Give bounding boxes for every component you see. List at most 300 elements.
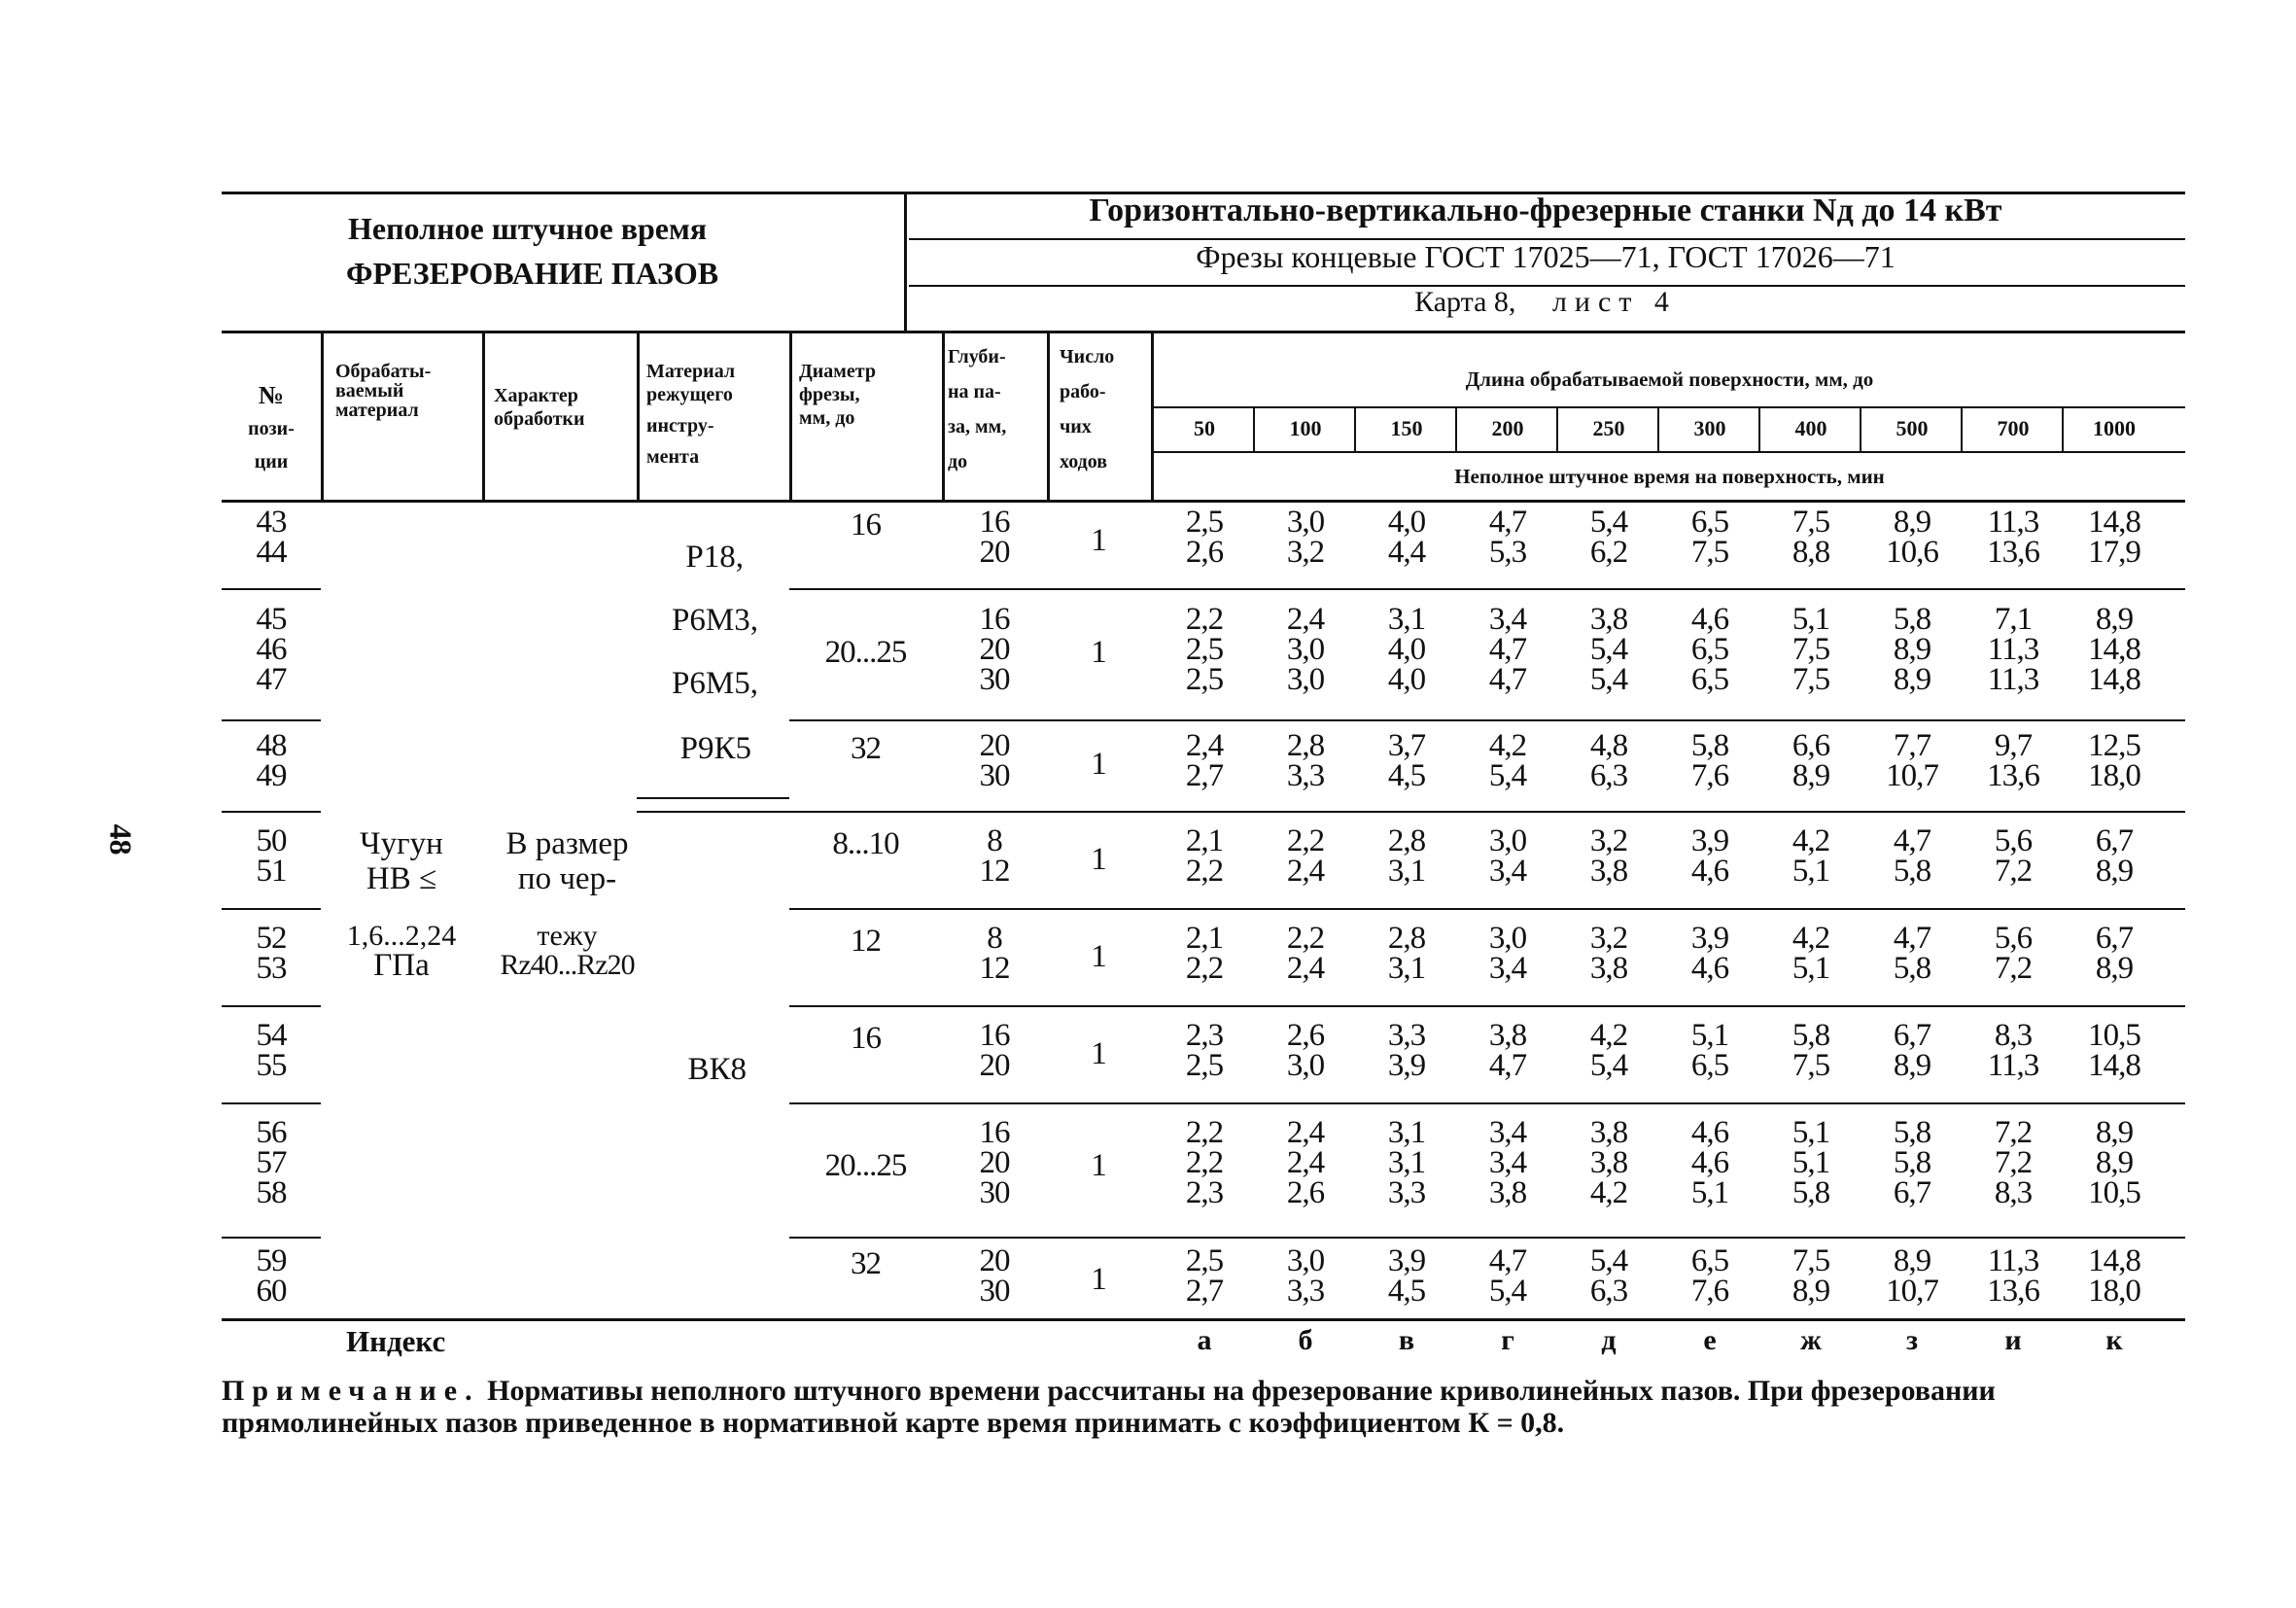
time-value: 7,5	[1792, 662, 1830, 697]
index-letter: в	[1398, 1324, 1415, 1356]
time-value: 2,7	[1185, 1274, 1224, 1309]
time-value: 5,4	[1589, 1243, 1628, 1278]
tool-p6m5: Р6М5,	[672, 666, 758, 701]
time-value: 11,3	[1987, 1243, 2039, 1278]
header-text: №	[258, 381, 285, 409]
time-value: 10,5	[2088, 1175, 2140, 1210]
time-value: 7,2	[1994, 854, 2033, 889]
header-text: рабо-	[1060, 381, 1106, 402]
time-value: 3,1	[1387, 602, 1426, 637]
depth-value: 20	[979, 728, 1010, 763]
depth-value: 30	[979, 662, 1010, 697]
time-value: 13,6	[1987, 535, 2039, 570]
depth-value: 30	[979, 1175, 1010, 1210]
time-value: 3,2	[1286, 535, 1325, 570]
time-value: 2,7	[1185, 758, 1224, 793]
length-sep	[1455, 408, 1457, 451]
row-separator	[789, 719, 2185, 721]
row-separator	[789, 1005, 2185, 1007]
position-separator	[222, 908, 321, 910]
tool-p18: Р18,	[685, 540, 744, 575]
time-value: 5,8	[1792, 1175, 1830, 1210]
time-value: 5,4	[1589, 632, 1628, 667]
time-value: 6,7	[2095, 921, 2134, 956]
time-value: 3,8	[1589, 854, 1628, 889]
header-text: пози-	[248, 418, 295, 439]
time-value: 4,6	[1690, 854, 1729, 889]
header-text: режущего	[646, 384, 733, 405]
time-value: 4,7	[1893, 921, 1931, 956]
time-value: 4,8	[1589, 728, 1628, 763]
processing-label	[482, 826, 652, 980]
time-value: 2,2	[1185, 951, 1224, 986]
time-value: 7,1	[1994, 602, 2033, 637]
time-value: 3,2	[1589, 921, 1628, 956]
position-separator	[222, 588, 321, 590]
position-number: 50	[256, 823, 287, 858]
position-separator	[222, 1237, 321, 1239]
time-value: 5,4	[1589, 505, 1628, 540]
index-letter: и	[2004, 1324, 2022, 1356]
diameter-value: 32	[851, 1246, 881, 1281]
col-tool-material-header	[646, 360, 787, 469]
time-value: 10,6	[1886, 535, 1938, 570]
time-value: 5,8	[1792, 1018, 1830, 1053]
position-separator	[222, 811, 321, 813]
time-value: 5,6	[1994, 823, 2033, 858]
time-value: 9,7	[1994, 728, 2033, 763]
position-number: 45	[256, 602, 287, 637]
position-number: 47	[256, 662, 287, 697]
time-value: 3,3	[1387, 1175, 1426, 1210]
processing-line: тежу	[537, 920, 598, 952]
time-value: 3,9	[1387, 1048, 1426, 1083]
time-value: 5,8	[1893, 951, 1931, 986]
depth-value: 8	[987, 921, 1002, 956]
time-value: 18,0	[2088, 758, 2140, 793]
time-value: 5,4	[1488, 1274, 1527, 1309]
time-value: 2,1	[1185, 823, 1224, 858]
position-separator	[222, 1102, 321, 1104]
length-value: 1000	[2093, 416, 2136, 440]
position-number: 59	[256, 1243, 287, 1278]
time-value: 7,7	[1893, 728, 1931, 763]
time-value: 2,3	[1185, 1018, 1224, 1053]
time-value: 6,6	[1792, 728, 1830, 763]
depth-value: 20	[979, 1048, 1010, 1083]
time-value: 14,8	[2088, 1048, 2140, 1083]
time-value: 2,2	[1185, 1145, 1224, 1180]
header-text: Характер	[494, 385, 578, 406]
time-value: 4,7	[1488, 632, 1527, 667]
col-diameter-header	[799, 360, 940, 430]
position-number: 54	[256, 1018, 287, 1053]
position-number: 52	[256, 921, 287, 956]
time-value: 5,6	[1994, 921, 2033, 956]
time-value: 3,3	[1286, 758, 1325, 793]
time-value: 10,7	[1886, 1274, 1938, 1309]
header-text: до	[948, 451, 968, 472]
col-passes-header	[1060, 345, 1149, 473]
time-value: 8,9	[1792, 758, 1830, 793]
material-line: НВ ≤	[365, 861, 437, 896]
header-text: ции	[254, 451, 289, 472]
time-value: 8,9	[1893, 1243, 1931, 1278]
length-value: 500	[1896, 416, 1929, 440]
depth-value: 20	[979, 632, 1010, 667]
index-letter: к	[2105, 1324, 2123, 1356]
time-value: 6,7	[1893, 1018, 1931, 1053]
time-value: 2,5	[1185, 505, 1224, 540]
time-value: 5,1	[1690, 1175, 1729, 1210]
time-value: 3,1	[1387, 951, 1426, 986]
time-value: 5,1	[1792, 1145, 1830, 1180]
time-value: 14,8	[2088, 505, 2140, 540]
position-number: 53	[256, 951, 287, 986]
time-value: 4,2	[1589, 1175, 1628, 1210]
tools-title: Фрезы концевые ГОСТ 17025—71, ГОСТ 17026—71	[1196, 239, 1896, 274]
index-letter: б	[1298, 1324, 1313, 1356]
position-number: 51	[256, 854, 287, 889]
length-sep	[1758, 408, 1760, 451]
time-value: 8,3	[1994, 1175, 2033, 1210]
depth-value: 20	[979, 1243, 1010, 1278]
time-value: 4,0	[1387, 662, 1426, 697]
time-value: 2,2	[1185, 602, 1224, 637]
time-value: 11,3	[1987, 1048, 2039, 1083]
diameter-value: 16	[851, 1021, 881, 1056]
passes-value: 1	[1091, 938, 1107, 974]
header-text: ваемый	[335, 380, 404, 402]
time-value: 13,6	[1987, 758, 2039, 793]
time-value: 3,3	[1286, 1274, 1325, 1309]
time-value: 2,3	[1185, 1175, 1224, 1210]
time-value: 5,1	[1792, 602, 1830, 637]
header-text: инстру-	[646, 415, 714, 437]
time-value: 2,4	[1286, 951, 1325, 986]
time-value: 5,4	[1589, 1048, 1628, 1083]
machines-title: Горизонтально-вертикально-фрезерные станки Nд до 14 кВт	[1089, 192, 2002, 228]
time-value: 2,2	[1286, 823, 1325, 858]
time-value: 4,4	[1387, 535, 1426, 570]
time-value: 5,1	[1792, 854, 1830, 889]
header-text: Материал	[646, 361, 736, 382]
time-value: 8,3	[1994, 1018, 2033, 1053]
length-value: 200	[1491, 416, 1524, 440]
time-value: 5,8	[1893, 1145, 1931, 1180]
time-value: 11,3	[1987, 505, 2039, 540]
time-value: 4,6	[1690, 602, 1729, 637]
time-value: 4,0	[1387, 632, 1426, 667]
header-text: обработки	[494, 408, 585, 430]
time-value: 17,9	[2088, 535, 2140, 570]
tool-vk8: ВК8	[687, 1052, 747, 1087]
time-value: 2,8	[1387, 921, 1426, 956]
header-text: Диаметр	[799, 361, 876, 382]
index-letter: е	[1703, 1324, 1717, 1356]
time-value: 4,6	[1690, 1145, 1729, 1180]
time-value: 13,6	[1987, 1274, 2039, 1309]
depth-value: 30	[979, 758, 1010, 793]
header-text: Число	[1060, 346, 1115, 367]
time-value: 2,4	[1286, 854, 1325, 889]
diameter-value: 8...10	[832, 826, 899, 861]
time-value: 11,3	[1987, 662, 2039, 697]
position-number: 57	[256, 1145, 287, 1180]
position-number: 58	[256, 1175, 287, 1210]
time-value: 3,0	[1488, 823, 1527, 858]
time-value: 4,7	[1488, 505, 1527, 540]
time-value: 3,1	[1387, 1115, 1426, 1150]
note	[222, 1375, 2185, 1439]
material-label	[321, 826, 482, 983]
position-number: 46	[256, 632, 287, 667]
time-value: 7,5	[1792, 632, 1830, 667]
material-line: Чугун	[360, 826, 443, 861]
time-value: 6,3	[1589, 1274, 1628, 1309]
time-value: 4,2	[1792, 823, 1830, 858]
time-value: 5,3	[1488, 535, 1527, 570]
length-sep	[1961, 408, 1963, 451]
time-value: 5,1	[1792, 1115, 1830, 1150]
header-text: за, мм,	[948, 416, 1007, 437]
time-value: 6,5	[1690, 632, 1729, 667]
time-value: 6,5	[1690, 1243, 1729, 1278]
row-separator	[789, 588, 2185, 590]
time-value: 18,0	[2088, 1274, 2140, 1309]
time-value: 3,0	[1286, 1048, 1325, 1083]
index-letter: г	[1501, 1324, 1514, 1356]
time-value: 4,6	[1690, 951, 1729, 986]
time-value: 2,4	[1286, 602, 1325, 637]
time-value: 3,8	[1488, 1175, 1527, 1210]
time-value: 14,8	[2088, 1243, 2140, 1278]
index-letter: з	[1905, 1324, 1919, 1356]
time-value: 2,2	[1185, 1115, 1224, 1150]
passes-value: 1	[1091, 1035, 1107, 1071]
header-text: на па-	[948, 381, 1001, 402]
position-number: 44	[256, 535, 287, 570]
processing-line: Rz40...Rz20	[500, 949, 635, 981]
time-value: 2,5	[1185, 1048, 1224, 1083]
time-value: 8,9	[1893, 662, 1931, 697]
time-value: 8,9	[1893, 1048, 1931, 1083]
depth-value: 16	[979, 602, 1010, 637]
processing-line: по чер-	[517, 861, 617, 896]
length-value: 100	[1289, 416, 1322, 440]
time-value: 3,1	[1387, 1145, 1426, 1180]
depth-value: 20	[979, 1145, 1010, 1180]
note-text: Нормативы неполного штучного времени рассчитаны на фрезерование криволинейных пазов. При фрезеровании прямолинейных пазов приведенное в нормативной карте время принимать с коэффициентом К = 0,8.	[222, 1375, 1996, 1439]
tool-divider	[637, 797, 789, 799]
length-sep	[1556, 408, 1558, 451]
time-value: 2,8	[1387, 823, 1426, 858]
time-value: 4,7	[1488, 1243, 1527, 1278]
header-text: мм, до	[799, 407, 855, 429]
time-value: 2,4	[1185, 728, 1224, 763]
header-top-rule	[222, 331, 2185, 333]
time-value: 7,5	[1792, 505, 1830, 540]
length-sep	[1253, 408, 1255, 451]
index-letter: д	[1601, 1324, 1617, 1356]
time-value: 4,2	[1792, 921, 1830, 956]
time-value: 4,6	[1690, 1115, 1729, 1150]
time-value: 3,3	[1387, 1018, 1426, 1053]
time-value: 2,8	[1286, 728, 1325, 763]
length-value: 700	[1997, 416, 2030, 440]
material-line: 1,6...2,24	[346, 920, 457, 952]
header-text: Обрабаты-	[335, 361, 432, 382]
length-sep	[1657, 408, 1659, 451]
header-text: Глуби-	[948, 346, 1006, 367]
time-value: 2,5	[1185, 1243, 1224, 1278]
time-value: 2,6	[1286, 1018, 1325, 1053]
time-value: 7,2	[1994, 1115, 2033, 1150]
header-bottom-rule	[222, 500, 2185, 503]
time-value: 4,2	[1488, 728, 1527, 763]
card-number: Карта 8,	[1414, 286, 1516, 318]
row-separator	[789, 908, 2185, 910]
position-number: 60	[256, 1274, 287, 1309]
left-title-line2: ФРЕЗЕРОВАНИЕ ПАЗОВ	[346, 256, 719, 291]
time-value: 4,5	[1387, 1274, 1426, 1309]
depth-value: 16	[979, 505, 1010, 540]
time-value: 7,5	[1792, 1048, 1830, 1083]
header-text: мента	[646, 446, 700, 468]
diameter-value: 32	[851, 731, 881, 766]
time-value: 5,8	[1893, 854, 1931, 889]
time-value: 3,4	[1488, 1145, 1527, 1180]
row-separator	[637, 811, 2185, 813]
time-value: 3,4	[1488, 602, 1527, 637]
note-lead: Примечание.	[222, 1375, 480, 1407]
header-text: чих	[1060, 416, 1092, 437]
length-sep	[2062, 408, 2064, 451]
time-value: 2,4	[1286, 1115, 1325, 1150]
position-number: 43	[256, 505, 287, 540]
passes-value: 1	[1091, 1148, 1107, 1183]
time-value: 2,5	[1185, 662, 1224, 697]
page-number: 48	[103, 823, 139, 856]
diameter-value: 12	[851, 924, 881, 959]
time-value: 4,7	[1893, 823, 1931, 858]
time-value: 6,5	[1690, 662, 1729, 697]
index-letter: ж	[1800, 1324, 1822, 1356]
header-sep	[637, 332, 640, 500]
time-value: 14,8	[2088, 662, 2140, 697]
time-value: 3,4	[1488, 854, 1527, 889]
time-value: 5,8	[1690, 728, 1729, 763]
time-value: 5,4	[1488, 758, 1527, 793]
depth-value: 16	[979, 1115, 1010, 1150]
time-value: 8,9	[1893, 632, 1931, 667]
col-position-header	[222, 381, 321, 473]
time-value: 7,6	[1690, 1274, 1729, 1309]
diameter-value: 20...25	[824, 1148, 907, 1183]
time-value: 3,0	[1488, 921, 1527, 956]
time-value: 5,8	[1893, 602, 1931, 637]
position-number: 56	[256, 1115, 287, 1150]
length-sep	[1860, 408, 1861, 451]
time-value: 3,0	[1286, 662, 1325, 697]
length-value: 300	[1693, 416, 1726, 440]
position-separator	[222, 719, 321, 721]
table-bottom-rule	[222, 1318, 2185, 1321]
sheet-number: лист 4	[1551, 286, 1677, 318]
time-value: 2,6	[1286, 1175, 1325, 1210]
header-text: ходов	[1060, 451, 1108, 472]
header-sep	[482, 332, 485, 500]
time-value: 3,7	[1387, 728, 1426, 763]
index-letter: а	[1197, 1324, 1212, 1356]
time-value: 6,5	[1690, 1048, 1729, 1083]
time-value: 2,5	[1185, 632, 1224, 667]
length-value: 50	[1194, 416, 1215, 440]
position-number: 55	[256, 1048, 287, 1083]
time-value: 11,3	[1987, 632, 2039, 667]
time-value: 2,2	[1185, 854, 1224, 889]
time-value: 3,0	[1286, 505, 1325, 540]
time-value: 5,1	[1690, 1018, 1729, 1053]
time-value: 4,7	[1488, 662, 1527, 697]
time-value: 3,9	[1690, 921, 1729, 956]
time-value: 10,7	[1886, 758, 1938, 793]
time-value: 3,4	[1488, 1115, 1527, 1150]
depth-value: 30	[979, 1274, 1010, 1309]
time-value: 6,2	[1589, 535, 1628, 570]
tool-p6m3: Р6М3,	[672, 603, 758, 638]
time-value: 5,8	[1893, 1115, 1931, 1150]
position-number: 48	[256, 728, 287, 763]
time-value: 6,7	[1893, 1175, 1931, 1210]
depth-value: 16	[979, 1018, 1010, 1053]
time-value: 8,9	[2095, 1145, 2134, 1180]
time-value: 8,9	[2095, 951, 2134, 986]
left-title-line1: Неполное штучное время	[348, 211, 708, 246]
time-value: 3,8	[1589, 1115, 1628, 1150]
time-value: 8,9	[2095, 854, 2134, 889]
col-material-header	[335, 360, 481, 422]
passes-value: 1	[1091, 746, 1107, 782]
time-value: 2,6	[1185, 535, 1224, 570]
time-value: 3,8	[1488, 1018, 1527, 1053]
length-header: Длина обрабатываемой поверхности, мм, до	[1465, 367, 1874, 391]
time-value: 3,8	[1589, 1145, 1628, 1180]
time-value: 7,5	[1792, 1243, 1830, 1278]
time-value: 2,4	[1286, 1145, 1325, 1180]
passes-value: 1	[1091, 1261, 1107, 1297]
time-value: 8,8	[1792, 535, 1830, 570]
time-value: 10,5	[2088, 1018, 2140, 1053]
time-value: 6,7	[2095, 823, 2134, 858]
time-value: 5,4	[1589, 662, 1628, 697]
depth-value: 20	[979, 535, 1010, 570]
lengths-rule	[1154, 451, 2185, 453]
time-value: 8,9	[1893, 505, 1931, 540]
diameter-value: 16	[851, 507, 881, 542]
time-header: Неполное штучное время на поверхность, мин	[1454, 465, 1885, 488]
row-separator	[789, 1102, 2185, 1104]
header-sep	[942, 332, 945, 500]
header-text: фрезы,	[799, 384, 860, 405]
time-value: 7,2	[1994, 1145, 2033, 1180]
diameter-value: 20...25	[824, 635, 907, 670]
time-value: 6,3	[1589, 758, 1628, 793]
processing-line: В размер	[505, 826, 629, 861]
time-value: 3,8	[1589, 602, 1628, 637]
time-value: 2,1	[1185, 921, 1224, 956]
header-sep	[1047, 332, 1050, 500]
